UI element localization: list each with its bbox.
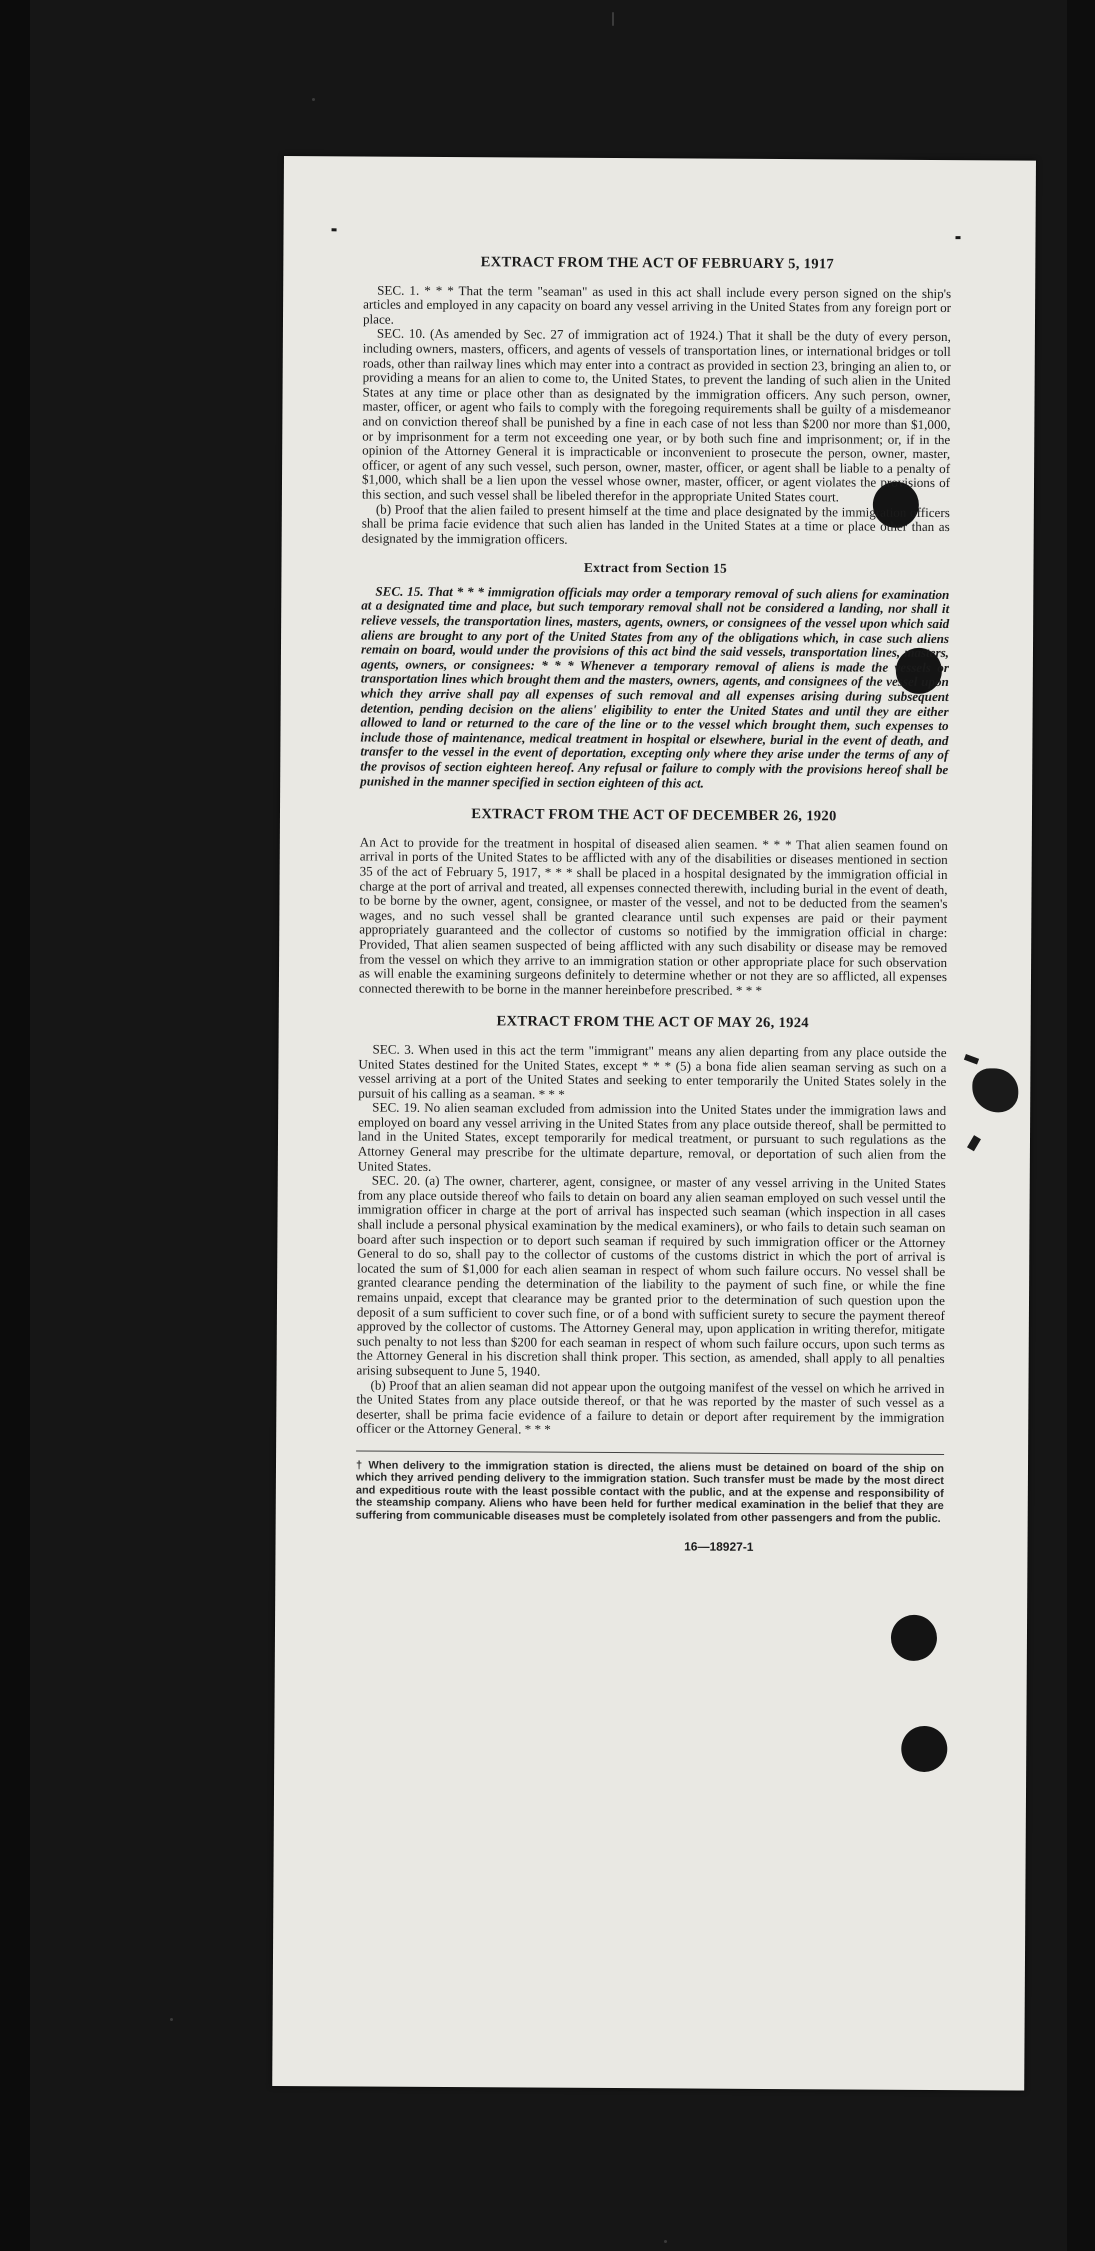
scan-border-right [1067,0,1095,2251]
paragraph-sec-20-a: SEC. 20. (a) The owner, charterer, agent, consignee, or master of any vessel arriving in the United States from any place outside thereof who fails to detain on board any alien seaman employed on such vessel until the immigration officer in charge at the port of arrival has inspected such seaman (which inspection in all cases shall include a personal physical examination by the medical examiners), or who fails to detain such seaman on board after such inspection or to deport such seaman if required by such immigration officer or the Attorney General to do so, shall pay to the collector of customs of the customs district in which the port of arrival is located the sum of $1,000 for each alien seaman in respect of whom such failure occurs. No vessel shall be granted clearance pending the determination of the liability to the payment of such fine, or while the fine remains unpaid, except that clearance may be granted prior to the determination of such question upon the deposit of a sum sufficient to cover such fine, or of a bond with sufficient surety to secure the payment thereof approved by the collector of customs. The Attorney General may, upon application in writing therefor, mitigate such penalty to not less than $200 for each seaman in respect of whom such failure occurs, upon such terms as the Attorney General in his discretion shall think proper. This section, as amended, shall apply to all penalties arising subsequent to June 5, 1940. [356,1172,946,1379]
document-page [272,156,1036,2091]
footnote-text: † When delivery to the immigration station is directed, the aliens must be detained on board of the ship on which they arrived pending delivery to the immigration station. Such transfer must be made by the most direct and expeditious route with the least possible contact with the public, and at the expense and responsibility of the steamship company. Aliens who have been held for further medical examination in the belief that they are suffering from communicable diseases must be completely isolated from other passengers and from the public. [355,1459,945,1525]
footnote-divider [356,1450,944,1455]
heading-section-15: Extract from Section 15 [583,560,728,576]
heading-act-feb-1917: EXTRACT FROM THE ACT OF FEBRUARY 5, 1917 [480,254,835,273]
form-number: 16—18927-1 [684,1539,754,1554]
corner-mark [956,236,961,239]
document-text [355,254,951,1555]
punch-hole [901,1726,947,1772]
corner-mark [332,228,337,231]
scan-speck [664,2240,667,2243]
punch-hole [891,1615,937,1661]
heading-act-dec-1920: EXTRACT FROM THE ACT OF DECEMBER 26, 1920 [471,806,837,825]
footnote [356,1459,944,1525]
paragraph-sec-3: SEC. 3. When used in this act the term "immigrant" means any alien departing from any place outside the United States destined for the United States, except * * * (5) a bona fide alien seaman serving as such on a vessel arriving at a port of the United States and seeking to enter temporarily the United States solely in the pursuit of his calling as a seaman. * * * [358,1041,947,1102]
scan-speck [312,98,315,101]
paragraph-sec-1: SEC. 1. * * * That the term "seaman" as used in this act shall include every person signed on the ship's articles and employed in any capacity on board any vessel arriving in the United States from any foreign port or place. [362,282,952,327]
torn-edge-mark [964,1054,979,1064]
heading-act-may-1924: EXTRACT FROM THE ACT OF MAY 26, 1924 [496,1013,809,1032]
scan-speck [170,2018,173,2021]
torn-edge-mark [967,1135,981,1151]
scan-speck [612,12,614,26]
paragraph-sec-19: SEC. 19. No alien seaman excluded from admission into the United States under the immigration laws and employed on board any vessel arriving in the United States from any place outside thereof, shall be permitted to land in the United States, except temporarily for medical treatment, or pursuant to such regulations as the Attorney General may prescribe for the ultimate departure, removal, or deportation of such alien from the United States. [357,1099,947,1174]
paragraph-sec-15: SEC. 15. That * * * immigration officials may order a temporary removal of such aliens for examination at a designated time and place, but such temporary removal shall not be considered a landing, nor shall it relieve vessels, the transportation lines, masters, agents, owners, or consignees of the vessel upon which said aliens are brought to any port of the United States from any of the obligations which, in case such aliens remain on board, would under the provisions of this act bind the said vessels, transportation lines, masters, agents, owners, or consignees: * * * Whenever a temporary removal of aliens is made the vessels or transportation lines which brought them and the masters, owners, agents, and consignees of the vessel upon which they arrive shall pay all expenses of such removal and all expenses arising during subsequent detention, pending decision on the aliens' eligibility to enter the United States and until they are either allowed to land or returned to the care of the line or to the vessel which brought them, such expenses to include those of maintenance, medical treatment in hospital or elsewhere, burial in the event of death, and transfer to the vessel in the event of deportation, excepting only where they arise under the terms of any of the provisos of section eighteen hereof. Any refusal or failure to comply with the provisions hereof shall be punished in the manner specified in section eighteen of this act. [360,583,950,791]
paragraph-sec-10: SEC. 10. (As amended by Sec. 27 of immigration act of 1924.) That it shall be the duty of every person, including owners, masters, officers, and agents of vessels of transportation lines, or international bridges or toll roads, other than railway lines which may enter into a contract as provided in section 23, bringing an alien to, or providing a means for an alien to come to, the United States, to prevent the landing of such alien in the United States at any time or place other than as designated by the immigration officers. Any such person, owner, master, officer, or agent who fails to comply with the foregoing requirements shall be guilty of a misdemeanor and on conviction thereof shall be punished by a fine in each case of not less than $200 nor more than $1,000, or by imprisonment for a term not exceeding one year, or by both such fine and imprisonment; or, if in the opinion of the Attorney General it is impracticable or inconvenient to prosecute the person, owner, master, officer, or agent of any such vessel, such person, owner, master, officer, or agent shall be liable to a penalty of $1,000, which shall be a lien upon the vessel whose owner, master, officer, or agent violates the provisions of this section, and such vessel shall be libeled therefor in the appropriate United States court. [361,325,951,505]
paragraph-sec-20-b: (b) Proof that an alien seaman did not appear upon the outgoing manifest of the vessel on which he arrived in the United States from any place outside thereof, or that he was reported by the master of such vessel as a deserter, shall be prima facie evidence of a failure to detain or deport after requirement by the immigration officer or the Attorney General. * * * [356,1377,945,1437]
paragraph-sec-10-b: (b) Proof that the alien failed to present himself at the time and place designated by the immigration officers shall be prima facie evidence that such alien has landed in the United States at a time or place other than as designated by the immigration officers. [361,501,950,547]
paragraph-act-1920: An Act to provide for the treatment in hospital of diseased alien seamen. * * * That alien seamen found on arrival in ports of the United States to be afflicted with any of the disabilities or diseases mentioned in section 35 of the act of February 5, 1917, * * * shall be placed in a hospital designated by the immigration official in charge at the port of arrival and treated, all expenses connected therewith, including burial in the event of death, to be borne by the owner, agent, consignee, or master of the vessel, and not to be deducted from the seamen's wages, and no such vessel shall be granted clearance until such expenses are paid or their payment appropriately guaranteed and the collector of customs so notified by the immigration official in charge: Provided, That alien seamen suspected of being afflicted with any such disability or disease may be removed from the vessel on which they arrive to an immigration station or other appropriate place for such observation as will enable the examining surgeons definitely to determine whether or not they are so afflicted, all expenses connected therewith to be borne in the manner hereinbefore prescribed. * * * [358,834,948,998]
torn-edge-mark [972,1068,1018,1112]
scan-border-left [0,0,30,2251]
